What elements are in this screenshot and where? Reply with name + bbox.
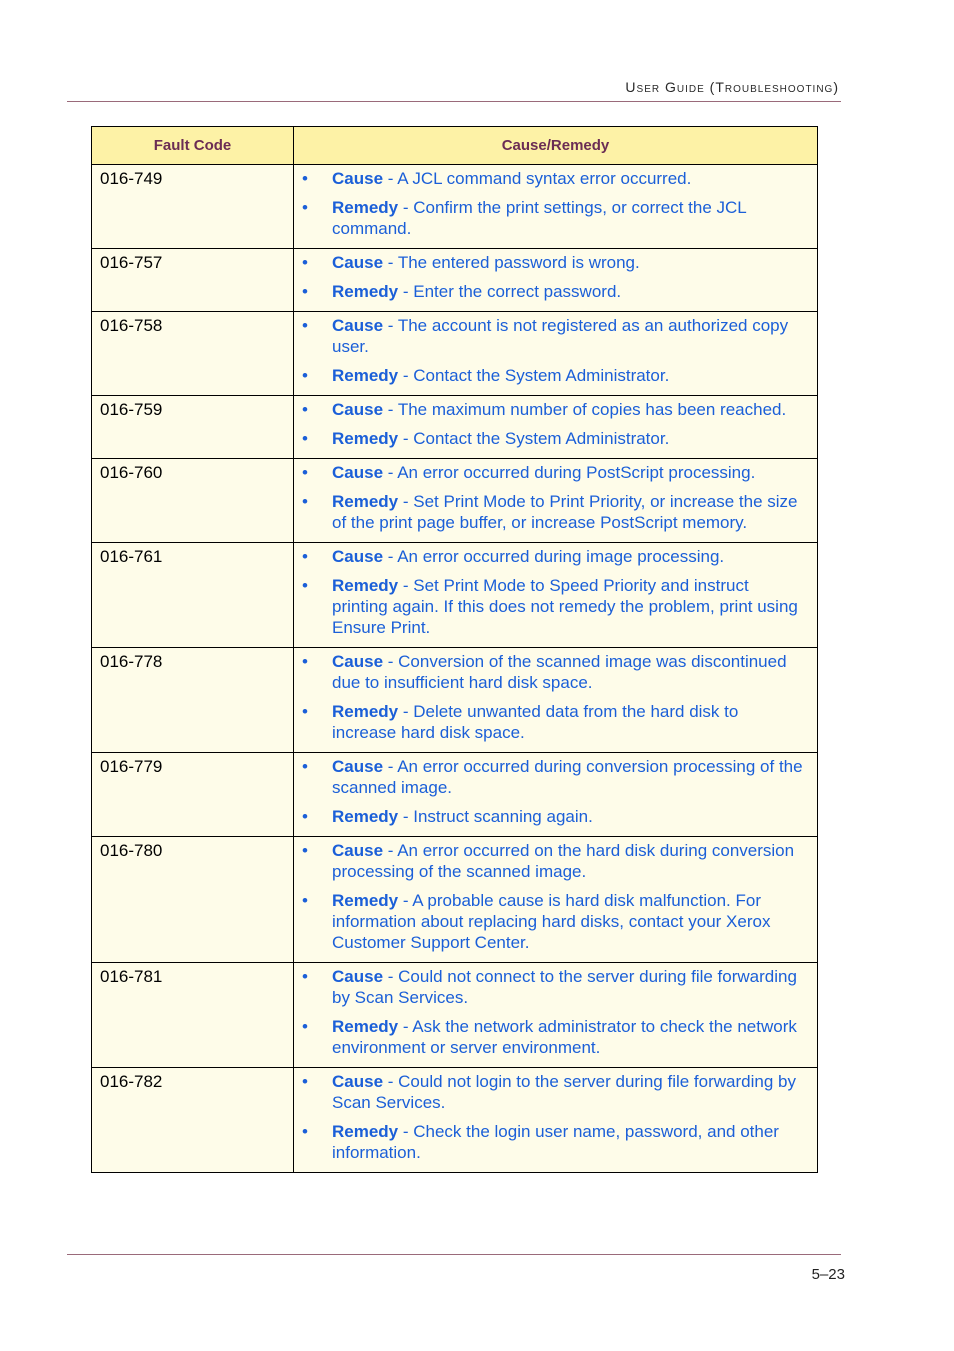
- table-row: [92, 648, 818, 753]
- bullet-icon: •: [302, 1122, 308, 1141]
- remedy-text: - A probable cause is hard disk malfunction. For information about replacing hard disks, contact your Xerox Customer Support Center.: [332, 891, 771, 952]
- table-row: [92, 396, 818, 459]
- cause-label: Cause: [332, 652, 384, 671]
- remedy-text: - Set Print Mode to Print Priority, or increase the size of the print page buffer, or increase PostScript memory.: [332, 492, 798, 532]
- fault-code-cell: 016-778: [92, 648, 294, 753]
- cause-remedy-list: [302, 462, 807, 533]
- cause-remedy-list: [302, 1071, 807, 1163]
- remedy-item: [302, 1016, 807, 1058]
- cause-remedy-list: [302, 546, 807, 638]
- cause-remedy-cell: [294, 648, 818, 753]
- bullet-icon: •: [302, 316, 308, 335]
- cause-label: Cause: [332, 757, 384, 776]
- table-body: [92, 165, 818, 1173]
- cause-remedy-list: [302, 168, 807, 239]
- fault-code-table: [91, 126, 818, 1173]
- bullet-icon: •: [302, 282, 308, 301]
- cause-label: Cause: [332, 253, 384, 272]
- remedy-text: - Enter the correct password.: [398, 282, 622, 301]
- bullet-icon: •: [302, 576, 308, 595]
- remedy-label: Remedy: [332, 429, 399, 448]
- cause-remedy-cell: [294, 249, 818, 312]
- cause-remedy-cell: [294, 963, 818, 1068]
- cause-label: Cause: [332, 169, 384, 188]
- cause-text: - An error occurred during image processing.: [383, 547, 725, 566]
- cause-label: Cause: [332, 400, 384, 419]
- remedy-label: Remedy: [332, 807, 399, 826]
- remedy-text: - Contact the System Administrator.: [398, 366, 670, 385]
- bullet-icon: •: [302, 253, 308, 272]
- table-row: [92, 543, 818, 648]
- cause-text: - The maximum number of copies has been reached.: [383, 400, 787, 419]
- footer-rule: [67, 1254, 841, 1255]
- table-row: [92, 837, 818, 963]
- bullet-icon: •: [302, 198, 308, 217]
- bullet-icon: •: [302, 547, 308, 566]
- fault-code-cell: 016-780: [92, 837, 294, 963]
- fault-code-cell: 016-781: [92, 963, 294, 1068]
- column-header-cause-remedy: Cause/Remedy: [294, 127, 818, 165]
- table-row: [92, 459, 818, 543]
- fault-code-cell: 016-782: [92, 1068, 294, 1173]
- cause-text: - Could not connect to the server during file forwarding by Scan Services.: [332, 967, 797, 1007]
- cause-item: [302, 1071, 807, 1113]
- cause-item: [302, 546, 807, 567]
- remedy-item: [302, 575, 807, 638]
- cause-text: - An error occurred on the hard disk during conversion processing of the scanned image.: [332, 841, 795, 881]
- fault-code-cell: 016-758: [92, 312, 294, 396]
- cause-item: [302, 399, 807, 420]
- remedy-item: [302, 197, 807, 239]
- cause-item: [302, 315, 807, 357]
- cause-remedy-cell: [294, 1068, 818, 1173]
- bullet-icon: •: [302, 757, 308, 776]
- bullet-icon: •: [302, 169, 308, 188]
- cause-text: - Conversion of the scanned image was discontinued due to insufficient hard disk space.: [332, 652, 787, 692]
- fault-code-cell: 016-759: [92, 396, 294, 459]
- table-row: [92, 753, 818, 837]
- remedy-item: [302, 806, 807, 827]
- table-row: [92, 312, 818, 396]
- table-header-row: [92, 127, 818, 165]
- bullet-icon: •: [302, 967, 308, 986]
- cause-text: - A JCL command syntax error occurred.: [383, 169, 692, 188]
- cause-item: [302, 252, 807, 273]
- cause-text: - An error occurred during PostScript processing.: [383, 463, 756, 482]
- remedy-label: Remedy: [332, 366, 399, 385]
- remedy-label: Remedy: [332, 1017, 399, 1036]
- fault-code-cell: 016-779: [92, 753, 294, 837]
- cause-text: - An error occurred during conversion processing of the scanned image.: [332, 757, 803, 797]
- header-rule: [67, 101, 841, 102]
- cause-remedy-list: [302, 756, 807, 827]
- cause-remedy-cell: [294, 543, 818, 648]
- cause-item: [302, 168, 807, 189]
- cause-remedy-cell: [294, 165, 818, 249]
- cause-item: [302, 462, 807, 483]
- bullet-icon: •: [302, 463, 308, 482]
- cause-remedy-list: [302, 651, 807, 743]
- page-header-title: User Guide (Troubleshooting): [625, 79, 839, 95]
- table-row: [92, 963, 818, 1068]
- remedy-text: - Confirm the print settings, or correct the JCL command.: [332, 198, 747, 238]
- cause-label: Cause: [332, 547, 384, 566]
- cause-remedy-cell: [294, 396, 818, 459]
- bullet-icon: •: [302, 891, 308, 910]
- cause-item: [302, 756, 807, 798]
- cause-item: [302, 651, 807, 693]
- cause-label: Cause: [332, 841, 384, 860]
- remedy-label: Remedy: [332, 576, 399, 595]
- cause-remedy-cell: [294, 837, 818, 963]
- bullet-icon: •: [302, 807, 308, 826]
- cause-remedy-cell: [294, 312, 818, 396]
- bullet-icon: •: [302, 841, 308, 860]
- remedy-item: [302, 281, 807, 302]
- cause-text: - The account is not registered as an authorized copy user.: [332, 316, 789, 356]
- cause-remedy-list: [302, 252, 807, 302]
- remedy-text: - Check the login user name, password, and other information.: [332, 1122, 779, 1162]
- bullet-icon: •: [302, 492, 308, 511]
- bullet-icon: •: [302, 1072, 308, 1091]
- cause-item: [302, 966, 807, 1008]
- cause-label: Cause: [332, 967, 384, 986]
- cause-item: [302, 840, 807, 882]
- remedy-text: - Set Print Mode to Speed Priority and instruct printing again. If this does not remedy the problem, print using Ensure Print.: [332, 576, 798, 637]
- bullet-icon: •: [302, 652, 308, 671]
- fault-code-cell: 016-749: [92, 165, 294, 249]
- fault-code-cell: 016-757: [92, 249, 294, 312]
- remedy-item: [302, 365, 807, 386]
- bullet-icon: •: [302, 1017, 308, 1036]
- table-row: [92, 249, 818, 312]
- cause-remedy-cell: [294, 459, 818, 543]
- bullet-icon: •: [302, 702, 308, 721]
- remedy-text: - Delete unwanted data from the hard disk to increase hard disk space.: [332, 702, 739, 742]
- cause-remedy-list: [302, 315, 807, 386]
- cause-text: - Could not login to the server during file forwarding by Scan Services.: [332, 1072, 796, 1112]
- remedy-text: - Ask the network administrator to check the network environment or server environment.: [332, 1017, 797, 1057]
- column-header-fault-code: Fault Code: [92, 127, 294, 165]
- page-number: 5–23: [811, 1266, 845, 1283]
- remedy-label: Remedy: [332, 891, 399, 910]
- remedy-item: [302, 491, 807, 533]
- remedy-item: [302, 1121, 807, 1163]
- fault-code-cell: 016-760: [92, 459, 294, 543]
- cause-remedy-list: [302, 840, 807, 953]
- remedy-label: Remedy: [332, 1122, 399, 1141]
- cause-label: Cause: [332, 1072, 384, 1091]
- table-row: [92, 1068, 818, 1173]
- cause-remedy-list: [302, 399, 807, 449]
- remedy-item: [302, 428, 807, 449]
- remedy-label: Remedy: [332, 282, 399, 301]
- cause-label: Cause: [332, 463, 384, 482]
- cause-remedy-cell: [294, 753, 818, 837]
- remedy-item: [302, 701, 807, 743]
- bullet-icon: •: [302, 366, 308, 385]
- remedy-text: - Instruct scanning again.: [398, 807, 593, 826]
- remedy-text: - Contact the System Administrator.: [398, 429, 670, 448]
- bullet-icon: •: [302, 429, 308, 448]
- remedy-label: Remedy: [332, 702, 399, 721]
- remedy-label: Remedy: [332, 198, 399, 217]
- remedy-item: [302, 890, 807, 953]
- bullet-icon: •: [302, 400, 308, 419]
- remedy-label: Remedy: [332, 492, 399, 511]
- fault-code-cell: 016-761: [92, 543, 294, 648]
- cause-text: - The entered password is wrong.: [383, 253, 640, 272]
- table-row: [92, 165, 818, 249]
- cause-label: Cause: [332, 316, 384, 335]
- cause-remedy-list: [302, 966, 807, 1058]
